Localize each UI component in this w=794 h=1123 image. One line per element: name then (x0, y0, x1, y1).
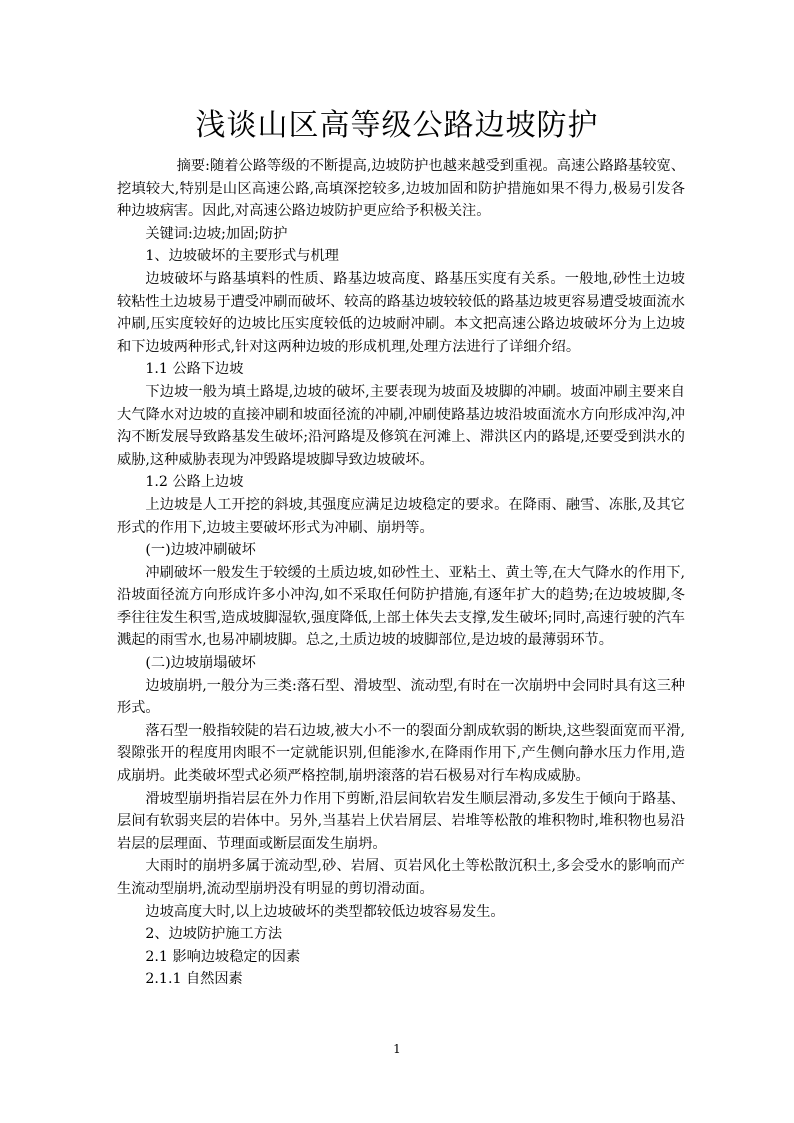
subsection-heading: 2.1 影响边坡稳定的因素 (145, 948, 301, 965)
body-paragraph: 冲刷破坏一般发生于较缓的土质边坡,如砂性土、亚粘土、黄土等,在大气降水的作用下,沿坡面径流方向形成许多小冲沟,如不采取任何防护措施,有逐年扩大的趋势;在边坡坡脚,冬季往往发生积雪,造成坡脚湿软,强度降低,上部土体失去支撑,发生破坏;同时,高速行驶的汽车溅起的雨雪水,也易冲刷坡脚。总之,土质边坡的坡脚部位,是边坡的最薄弱环节。 (117, 564, 685, 649)
subsection-heading: 1.1 公路下边坡 (145, 361, 244, 378)
section-heading: 2、边坡防护施工方法 (145, 926, 283, 943)
page-number: 1 (393, 1042, 401, 1056)
body-paragraph: 落石型一般指较陡的岩石边坡,被大小不一的裂面分割成软弱的断块,这些裂面宽而平滑,裂隙张开的程度用肉眼不一定就能识别,但能渗水,在降雨作用下,产生侧向静水压力作用,造成崩坍。此类破坏型式必须严格控制,崩坍滚落的岩石极易对行车构成威胁。 (117, 722, 685, 785)
body-paragraph: 滑坡型崩坍指岩层在外力作用下剪断,沿层间软岩发生顺层滑动,多发生于倾向于路基、层间有软弱夹层的岩体中。另外,当基岩上伏岩屑层、岩堆等松散的堆积物时,堆积物也易沿岩层的层理面、节理面或断层面发生崩坍。 (117, 790, 685, 852)
body-paragraph: 上边坡是人工开挖的斜坡,其强度应满足边坡稳定的要求。在降雨、融雪、冻胀,及其它形式的作用下,边坡主要破坏形式为冲刷、崩坍等。 (117, 496, 685, 536)
body-paragraph: 大雨时的崩坍多属于流动型,砂、岩屑、页岩风化土等松散沉积土,多会受水的影响而产生流动型崩坍,流动型崩坍没有明显的剪切滑动面。 (117, 858, 685, 897)
abstract-paragraph: 摘要:随着公路等级的不断提高,边坡防护也越来越受到重视。高速公路路基较宽、挖填较大,特别是山区高速公路,高填深挖较多,边坡加固和防护措施如果不得力,极易引发各种边坡病害。因此,对高速公路边坡防护更应给予积极关注。 (117, 158, 685, 220)
body-paragraph: 边坡高度大时,以上边坡破坏的类型都较低边坡容易发生。 (145, 903, 505, 920)
subsection-heading: 2.1.1 自然因素 (145, 971, 243, 988)
document-title: 浅谈山区高等级公路边坡防护 (195, 108, 599, 143)
subsection-heading: (一)边坡冲刷破坏 (145, 542, 256, 559)
body-paragraph: 边坡破坏与路基填料的性质、路基边坡高度、路基压实度有关系。一般地,砂性土边坡较粘性土边坡易于遭受冲刷而破坏、较高的路基边坡较较低的路基边坡更容易遭受坡面流水冲刷,压实度较好的边坡比压实度较低的边坡耐冲刷。本文把高速公路边坡破坏分为上边坡和下边坡两种形式,针对这两种边坡的形成机理,处理方法进行了详细介绍。 (117, 270, 685, 355)
subsection-heading: 1.2 公路上边坡 (145, 474, 244, 491)
document-body (117, 155, 685, 991)
keywords-paragraph: 关键词:边坡;加固;防护 (145, 225, 288, 242)
body-paragraph: 边坡崩坍,一般分为三类:落石型、滑坡型、流动型,有时在一次崩坍中会同时具有这三种形式。 (117, 677, 685, 717)
section-heading: 1、边坡破坏的主要形式与机理 (145, 248, 339, 265)
body-paragraph: 下边坡一般为填土路堤,边坡的破坏,主要表现为坡面及坡脚的冲刷。坡面冲刷主要来自大气降水对边坡的直接冲刷和坡面径流的冲刷,冲刷使路基边坡沿坡面流水方向形成冲沟,冲沟不断发展导致路基发生破坏;沿河路堤及修筑在河滩上、滞洪区内的路堤,还要受到洪水的威胁,这种威胁表现为冲毁路堤坡脚导致边坡破坏。 (117, 383, 685, 468)
subsection-heading: (二)边坡崩塌破坏 (145, 655, 256, 672)
